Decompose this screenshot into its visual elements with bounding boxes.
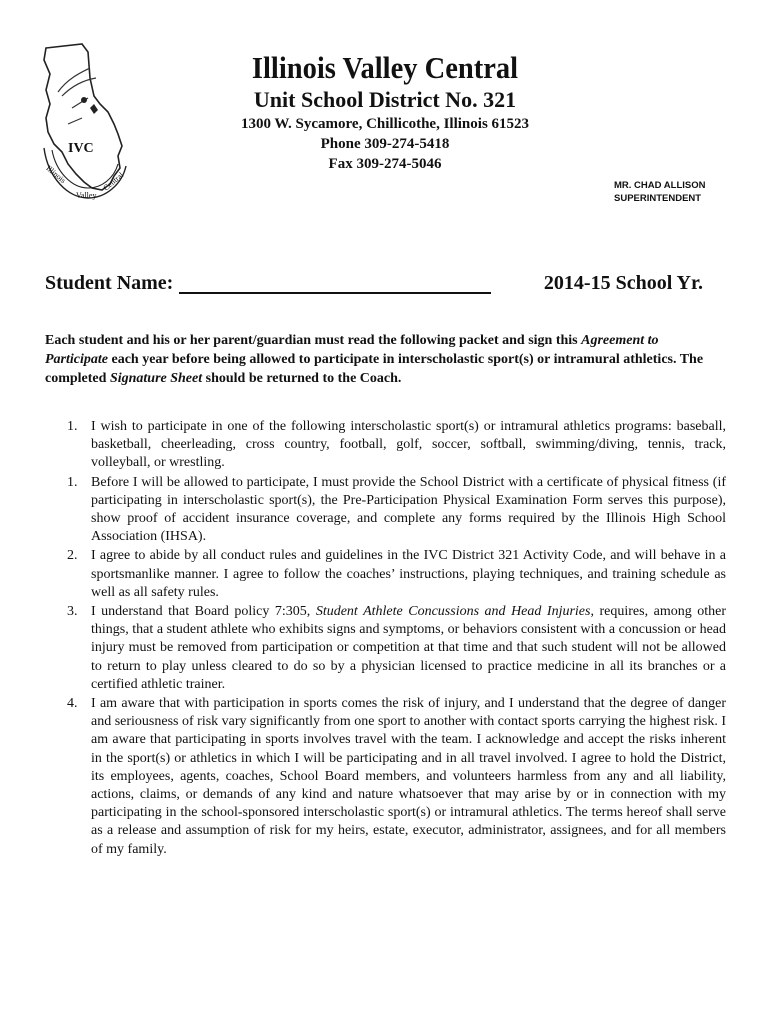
list-item [60, 603, 726, 694]
intro-agreement-title: Agreement to Participate [45, 333, 659, 367]
item-number: 2. [67, 548, 78, 564]
logo-ring-text-2: Valley [76, 191, 97, 200]
superintendent-name: MR. CHAD ALLISON [614, 180, 706, 191]
logo-ring-text-3: Central [101, 170, 126, 193]
item-text: I am aware that with participation in sports comes the risk of injury, and I understand that the degree of danger and seriousness of risk vary significantly from one sport to another with contact sports carrying the highest risk. I am aware that participating in sports involves travel with the team. I acknowledge and accept the risks inherent in the sport(s) or athletics in which I will be participating and in all travel involved. I agree to hold the District, its employees, agents, coaches, School Board members, and volunteers harmless from any and all liability, actions, claims, or demands of any kind and nature whatsoever that may arise by or in connection with my participating in the school-sponsored interscholastic sport(s) or intramural athletics. The terms hereof shall serve as a release and assumption of risk for my heirs, estate, executor, administrator, assignees, and for all members of my family. [91, 696, 726, 857]
item-text: I agree to abide by all conduct rules and guidelines in the IVC District 321 Activity Code, and will behave in a sportsmanlike manner. I agree to follow the coaches’ instructions, playing techniques, and training schedule as well as all safety rules. [91, 548, 726, 600]
student-name-row [45, 272, 710, 302]
list-item [60, 695, 726, 859]
agreement-list [60, 418, 726, 860]
item-number: 4. [67, 696, 78, 712]
policy-title: Student Athlete Concussions and Head Injuries [315, 604, 591, 620]
item-number: 3. [67, 604, 78, 620]
intro-text-3: should be returned to the Coach. [202, 371, 402, 386]
list-item [60, 547, 726, 602]
district-subtitle: Unit School District No. 321 [253, 87, 517, 112]
item-text-after: , requires, among other things, that a student athlete who exhibits signs and symptoms, or behaviors consistent with a concussion or head injury must be removed from participation or competition at that time and that such student will not be allowed to return to play unless cleared to do so by a physician licensed to practice medicine in all its branches or a certified athletic trainer. [91, 604, 726, 692]
district-phone: Phone 309-274-5418 [320, 136, 450, 152]
superintendent-block [614, 179, 754, 205]
school-year: 2014-15 School Yr. [543, 272, 703, 294]
item-text: I wish to participate in one of the following interscholastic sport(s) or intramural athletics programs: baseball, basketball, cheerleading, cross country, football, golf, soccer, softball, swimming/diving, tennis, track, volleyball, or wrestling. [91, 419, 726, 471]
item-text: Before I will be allowed to participate, I must provide the School District with a certificate of physical fitness (if participating in interscholastic sport(s), the Pre-Participation Physical Examination Form serves this purpose), show proof of accident insurance coverage, and complete any forms required by the Illinois High School Association (IHSA). [91, 474, 726, 545]
intro-signature-sheet: Signature Sheet [109, 371, 203, 386]
student-name-blank[interactable] [179, 292, 491, 294]
logo-initials: IVC [68, 141, 94, 156]
district-fax: Fax 309-274-5046 [328, 156, 442, 172]
intro-text-1: Each student and his or her parent/guardian must read the following packet and sign this [45, 333, 582, 348]
logo-ring-text-1: Illinois [44, 163, 68, 186]
student-name-label: Student Name: [45, 272, 174, 294]
list-item [60, 474, 726, 547]
superintendent-title: SUPERINTENDENT [614, 193, 702, 204]
item-number: 1. [67, 474, 78, 490]
item-number: 1. [67, 419, 78, 434]
list-item [60, 418, 726, 473]
intro-text-2: each year before being allowed to participate in interscholastic sport(s) or intramural athletics. The completed [45, 352, 704, 386]
item-text-before: I understand that Board policy 7:305, [91, 604, 316, 620]
district-address: 1300 W. Sycamore, Chillicothe, Illinois 61523 [240, 116, 530, 132]
intro-paragraph [45, 331, 715, 388]
district-title: Illinois Valley Central [251, 50, 519, 85]
letterhead [150, 50, 620, 174]
district-logo [38, 38, 130, 210]
